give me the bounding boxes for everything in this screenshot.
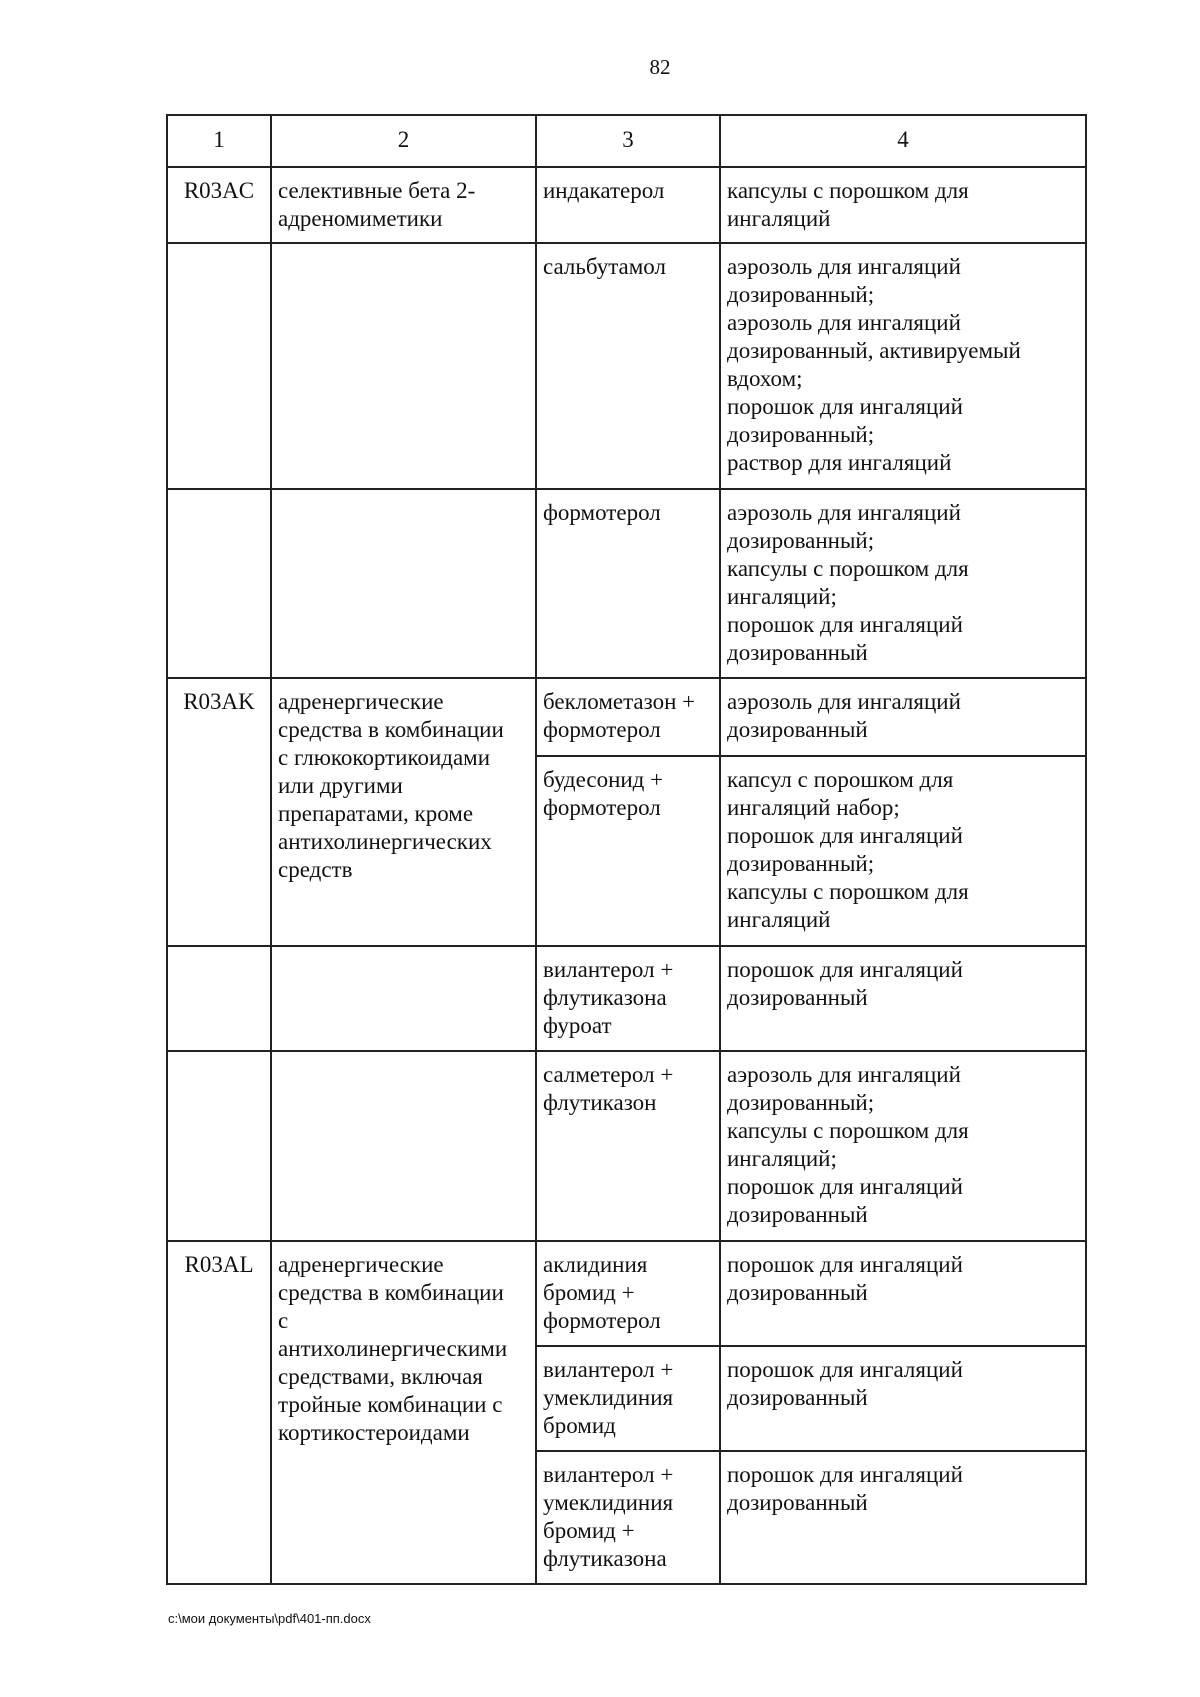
cell-line: порошок для ингаляций [727, 1357, 963, 1382]
cell-line: аэрозоль для ингаляций [727, 689, 961, 714]
group-cell [271, 946, 536, 1051]
cell-line: дозированный [727, 1202, 868, 1227]
cell-line: бромид + [543, 1280, 635, 1305]
cell-line: порошок для ингаляций [727, 957, 963, 982]
cell-line: адренергические [278, 1252, 444, 1277]
cell-line: порошок для ингаляций [727, 823, 963, 848]
forms-cell [720, 756, 1086, 946]
cell-line: капсулы с порошком для [727, 879, 969, 904]
cell-line: флутиказона [543, 1546, 667, 1571]
cell-line: вилантерол + [543, 1462, 674, 1487]
atc-code [167, 1051, 271, 1241]
cell-line: ингаляций; [727, 584, 837, 609]
atc-code [167, 489, 271, 678]
cell-line: дозированный, активируемый [727, 338, 1021, 363]
drug-cell [536, 489, 720, 678]
cell-line: раствор для ингаляций [727, 450, 952, 475]
cell-line: адреномиметики [278, 206, 443, 231]
atc-code [167, 243, 271, 489]
cell-line: ингаляций [727, 206, 831, 231]
cell-line: средства в комбинации [278, 1280, 504, 1305]
forms-cell [720, 1346, 1086, 1451]
drug-cell [536, 167, 720, 243]
group-cell [271, 489, 536, 678]
cell-line: дозированный [727, 1490, 868, 1515]
cell-line: сальбутамол [543, 254, 666, 279]
atc-code [167, 946, 271, 1051]
cell-line: порошок для ингаляций [727, 394, 963, 419]
group-cell [271, 678, 536, 946]
forms-cell [720, 243, 1086, 489]
cell-line: кортикостероидами [278, 1420, 470, 1445]
cell-line: средств [278, 857, 353, 882]
cell-line: умеклидиния [543, 1385, 674, 1410]
forms-cell [720, 1241, 1086, 1346]
cell-line: формотерол [543, 500, 661, 525]
group-cell [271, 243, 536, 489]
table-row [167, 167, 1086, 243]
column-header: 2 [271, 115, 536, 167]
table-row [167, 1051, 1086, 1241]
cell-line: аэрозоль для ингаляций [727, 500, 961, 525]
page-number: 82 [649, 55, 671, 79]
cell-line: вилантерол + [543, 1357, 674, 1382]
cell-line: беклометазон + [543, 689, 696, 714]
cell-line: дозированный [727, 1385, 868, 1410]
atc-code: R03AK [167, 678, 271, 946]
cell-line: бромид [543, 1413, 616, 1438]
cell-line: порошок для ингаляций [727, 612, 963, 637]
column-header: 3 [536, 115, 720, 167]
cell-line: индакатерол [543, 178, 665, 203]
cell-line: дозированный [727, 717, 868, 742]
cell-line: капсул с порошком для [727, 767, 954, 792]
cell-line: вдохом; [727, 366, 803, 391]
cell-line: антихолинергическими [278, 1336, 508, 1361]
cell-line: порошок для ингаляций [727, 1462, 963, 1487]
drug-cell [536, 1241, 720, 1346]
cell-line: аэрозоль для ингаляций [727, 1062, 961, 1087]
cell-line: ингаляций [727, 907, 831, 932]
atc-code: R03AL [167, 1241, 271, 1584]
cell-line: антихолинергических [278, 829, 492, 854]
cell-line: формотерол [543, 1308, 661, 1333]
cell-line: формотерол [543, 795, 661, 820]
forms-cell [720, 1451, 1086, 1584]
cell-line: флутиказон [543, 1090, 657, 1115]
column-header: 4 [720, 115, 1086, 167]
cell-line: формотерол [543, 717, 661, 742]
cell-line: с [278, 1308, 289, 1333]
cell-line: дозированный; [727, 422, 875, 447]
cell-line: дозированный; [727, 528, 875, 553]
cell-line: будесонид + [543, 767, 664, 792]
cell-line: дозированный [727, 640, 868, 665]
cell-line: ингаляций; [727, 1146, 837, 1171]
drug-cell [536, 243, 720, 489]
cell-line: порошок для ингаляций [727, 1252, 963, 1277]
cell-line: порошок для ингаляций [727, 1174, 963, 1199]
footer-file-path: c:\мои документы\pdf\401-пп.docx [168, 1611, 371, 1626]
cell-line: фуроат [543, 1013, 612, 1038]
cell-line: капсулы с порошком для [727, 1118, 969, 1143]
cell-line: дозированный; [727, 851, 875, 876]
drug-cell [536, 1346, 720, 1451]
table-row [167, 678, 1086, 756]
table-header-row [167, 115, 1086, 167]
cell-line: салметерол + [543, 1062, 674, 1087]
cell-line: умеклидиния [543, 1490, 674, 1515]
atc-code: R03AC [167, 167, 271, 243]
cell-line: тройные комбинации с [278, 1392, 503, 1417]
drug-cell [536, 678, 720, 756]
group-cell [271, 167, 536, 243]
drug-cell [536, 1051, 720, 1241]
cell-line: с глюкокортикоидами [278, 745, 491, 770]
forms-cell [720, 1051, 1086, 1241]
cell-line: вилантерол + [543, 957, 674, 982]
cell-line: капсулы с порошком для [727, 178, 969, 203]
drug-cell [536, 1451, 720, 1584]
cell-line: средствами, включая [278, 1364, 483, 1389]
cell-line: средства в комбинации [278, 717, 504, 742]
forms-cell [720, 167, 1086, 243]
cell-line: препаратами, кроме [278, 801, 474, 826]
cell-line: адренергические [278, 689, 444, 714]
cell-line: дозированный [727, 985, 868, 1010]
drug-cell [536, 756, 720, 946]
drug-table [166, 114, 1087, 1585]
drug-cell [536, 946, 720, 1051]
cell-line: флутиказона [543, 985, 667, 1010]
cell-line: дозированный [727, 1280, 868, 1305]
cell-line: ингаляций набор; [727, 795, 900, 820]
forms-cell [720, 489, 1086, 678]
column-header: 1 [167, 115, 271, 167]
cell-line: дозированный; [727, 282, 875, 307]
table-row [167, 489, 1086, 678]
table-row [167, 946, 1086, 1051]
table-row [167, 1241, 1086, 1346]
cell-line: селективные бета 2- [278, 178, 476, 203]
table-row [167, 243, 1086, 489]
cell-line: бромид + [543, 1518, 635, 1543]
group-cell [271, 1051, 536, 1241]
forms-cell [720, 946, 1086, 1051]
group-cell [271, 1241, 536, 1584]
cell-line: аэрозоль для ингаляций [727, 310, 961, 335]
cell-line: или другими [278, 773, 403, 798]
cell-line: капсулы с порошком для [727, 556, 969, 581]
cell-line: аклидиния [543, 1252, 648, 1277]
cell-line: дозированный; [727, 1090, 875, 1115]
cell-line: аэрозоль для ингаляций [727, 254, 961, 279]
forms-cell [720, 678, 1086, 756]
